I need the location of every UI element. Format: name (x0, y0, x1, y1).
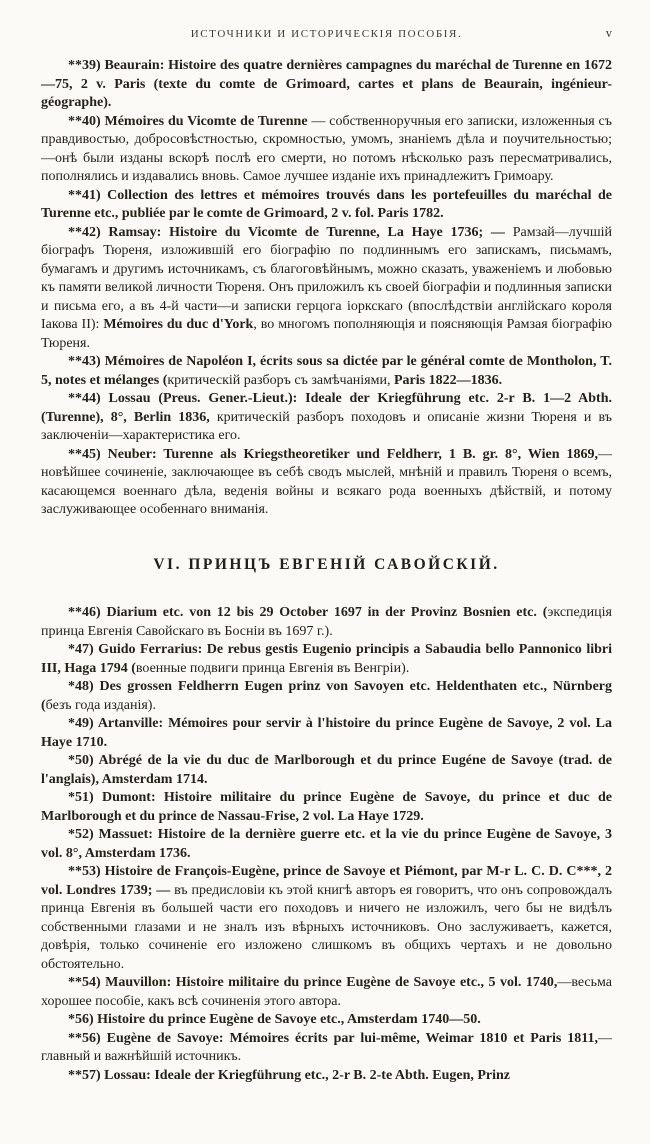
running-title: ИСТОЧНИКИ И ИСТОРИЧЕСКІЯ ПОСОБІЯ. (190, 28, 463, 40)
bibliography-entry (41, 390, 612, 446)
bibliography-entry (41, 113, 612, 187)
page-number: v (605, 26, 612, 40)
latin-text-segment: **41) Collection des lettres et mémoires trouvés dans les portefeuilles du maréchal de Turenne etc., publiée par le comte de Grimoard, 2 v. fol. Paris 1782. (41, 187, 612, 221)
latin-text-segment: *51) Dumont: Histoire militaire du prince Eugène de Savoye, du prince et duc de Marlborough et du prince de Nassau-Frise, 2 vol. La Haye 1729. (41, 790, 612, 824)
latin-text-segment: *47) Guido Ferrarius: De rebus gestis Eugenio principis a Sabaudia bello Pannonico libri III, Haga 1794 ( (41, 642, 612, 676)
latin-text-segment: **56) Eugène de Savoye: Mémoires écrits par lui-même, Weimar 1810 et Paris 1811, (68, 1030, 598, 1046)
latin-text-segment: Paris 1822—1836. (393, 372, 503, 388)
bibliography-entry (41, 446, 612, 520)
bibliography-entry (41, 974, 612, 1011)
latin-text-segment: *48) Des grossen Feldherrn Eugen prinz von Savoyen etc. Heldenthaten etc., Nürnberg ( (41, 679, 612, 713)
latin-text-segment: *49) Artanville: Mémoires pour servir à l'histoire du prince Eugène de Savoye, 2 vol. La Haye 1710. (41, 716, 612, 750)
cyrillic-text-segment: безъ года изданія). (45, 697, 156, 713)
bibliography-entry (41, 57, 612, 113)
bibliography-entry (41, 715, 612, 752)
running-header (41, 26, 612, 41)
cyrillic-text-segment: военные подвиги принца Евгенія въ Венгріи). (135, 660, 410, 676)
bibliography-entry (41, 1011, 612, 1030)
latin-text-segment: **40) Mémoires du Vicomte de Turenne (68, 113, 308, 129)
latin-text-segment: **45) Neuber: Turenne als Kriegstheoretiker und Feldherr, 1 B. gr. 8°, Wien 1869, (68, 446, 598, 462)
bibliography-entry (41, 604, 612, 641)
latin-text-segment: **42) Ramsay: Histoire du Vicomte de Turenne, La Haye 1736; — (68, 224, 513, 240)
latin-text-segment: **53) Histoire de François-Eugène, prince de Savoye et Piémont, par M-r L. C. D. C***, 2 vol. Londres 1739; — (41, 864, 612, 898)
bibliography-entry (41, 752, 612, 789)
bibliography-entry (41, 224, 612, 354)
bibliography-content (41, 57, 612, 1085)
latin-text-segment: *52) Massuet: Histoire de la dernière guerre etc. et la vie du prince Eugène de Savoye, 3 vol. 8°, Amsterdam 1736. (41, 827, 612, 861)
bibliography-entry (41, 1030, 612, 1067)
bibliography-entry (41, 1067, 612, 1086)
cyrillic-text-segment: критическій разборъ съ замѣчаніями, (167, 372, 394, 388)
bibliography-entry (41, 863, 612, 974)
bibliography-entry (41, 826, 612, 863)
cyrillic-text-segment: экспедиція принца Евгенія Савойскаго въ Босніи въ 1697 г.). (41, 605, 612, 639)
bibliography-entry (41, 678, 612, 715)
bibliography-entry (41, 353, 612, 390)
cyrillic-text-segment: въ предисловіи къ этой книгѣ авторъ ея говоритъ, что онъ сопровождалъ принца Евгенія въ большей части его походовъ и ничего не изложилъ, чего бы не видѣлъ собственными глазами и не зналъ изъ вѣрныхъ источниковъ. Оно заслуживаетъ, кажется, довѣрія, только сочиненіе его изложено слишкомъ въ общихъ чертахъ и не довольно обстоятельно. (41, 882, 612, 972)
cyrillic-text-segment: —новѣйшее сочиненіе, заключающее въ себѣ сводъ мыслей, мнѣній и правилъ Тюреня о всемъ, касающемся военнаго дѣла, веденія войны и всякаго рода военныхъ дѣйствій, и потому заслуживающее особеннаго вниманія. (41, 446, 612, 517)
cyrillic-text-segment: критическій разборъ походовъ и описаніе жизни Тюреня и въ заключеніи—характеристика его. (41, 409, 612, 443)
cyrillic-text-segment: —весьма хорошее пособіе, какъ всѣ сочиненія этого автора. (41, 975, 612, 1009)
cyrillic-text-segment: , во многомъ пополняющія и поясняющія Рамзая біографію Тюреня. (41, 317, 612, 351)
latin-text-segment: **46) Diarium etc. von 12 bis 29 October 1697 in der Provinz Bosnien etc. ( (68, 605, 548, 620)
latin-text-segment: **44) Lossau (Preus. Gener.-Lieut.): Ideale der Kriegführung etc. 2-r B. 1—2 Abth. (Turenne), 8°, Berlin 1836, (41, 391, 612, 425)
cyrillic-text-segment: Рамзай—лучшій біографъ Тюреня, изложившій его біографію по подлиннымъ его запискамъ, письмамъ, бумагамъ и другимъ источникамъ, съ благоговѣйнымъ, можно сказать, уваженіемъ и любовью къ памяти великой личности Тюреня. Онъ приложилъ къ своей біографіи и подлинныя записки и письма его, а въ 4-й части—и записки герцога іоркскаго (впослѣдствіи англійскаго короля Іакова II): (41, 224, 612, 332)
cyrillic-text-segment: —главный и важнѣйшій источникъ. (41, 1030, 612, 1064)
bibliography-entry (41, 641, 612, 678)
bibliography-entry (41, 789, 612, 826)
latin-text-segment: **54) Mauvillon: Histoire militaire du prince Eugène de Savoye etc., 5 vol. 1740, (68, 975, 558, 990)
latin-text-segment: *56) Histoire du prince Eugène de Savoye etc., Amsterdam 1740—50. (68, 1012, 481, 1027)
latin-text-segment: **57) Lossau: Ideale der Kriegführung etc., 2-r B. 2-te Abth. Eugen, Prinz (68, 1067, 511, 1083)
bibliography-entry (41, 187, 612, 224)
latin-text-segment: **39) Beaurain: Histoire des quatre dernières campagnes du maréchal de Turenne en 1672—75, 2 v. Paris (texte du comte de Grimoard, cartes et plans de Beaurain, ingénieur-géographe). (41, 58, 612, 110)
latin-text-segment: Mémoires du duc d'York (103, 317, 254, 332)
section-heading: VI. ПРИНЦЪ ЕВГЕНІЙ САВОЙСКІЙ. (153, 555, 500, 573)
latin-text-segment: **43) Mémoires de Napoléon I, écrits sous sa dictée par le général comte de Montholon, T. 5, notes et mélanges ( (41, 354, 612, 388)
cyrillic-text-segment: — собственноручныя его записки, изложенныя съ правдивостью, добросовѣстностью, скромностью, умомъ, знаніемъ дѣла и поучительностью;—онѣ были изданы вскорѣ послѣ его смерти, но потомъ нѣсколько разъ пересматривались, пополнялись и издавались вновь. Самое лучшее изданіе ихъ принадлежитъ Гримоару. (41, 113, 612, 184)
latin-text-segment: *50) Abrégé de la vie du duc de Marlborough et du prince Eugéne de Savoye (trad. de l'anglais), Amsterdam 1714. (41, 753, 612, 787)
